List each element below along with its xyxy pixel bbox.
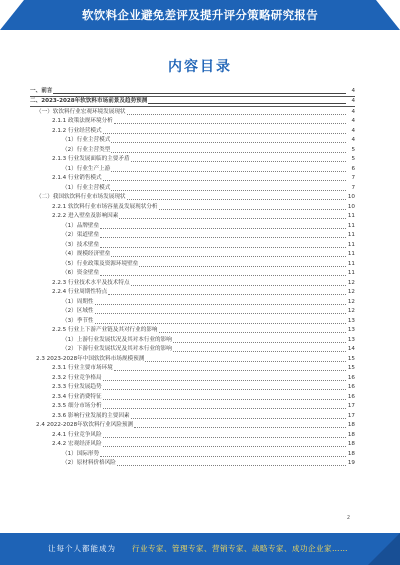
toc-entry-page: 12 [347,279,355,286]
page-number: 2 [346,515,350,521]
toc-leader-dots [100,228,346,229]
toc-entry-title: （3）技术壁垒 [62,241,100,248]
toc-entry-page: 4 [351,108,355,115]
toc-leader-dots [100,247,346,248]
toc-entry-title: 2.4.1 行业竞争风险 [52,431,102,438]
toc-entry-title: （2）区域性 [62,308,94,314]
toc-entry[interactable] [30,212,355,222]
toc-entry-title: （2）下游行业发展状况及其对本行业的影响 [62,346,172,352]
toc-leader-dots [103,399,346,400]
toc-leader-dots [100,237,346,238]
toc-leader-dots [103,380,346,381]
toc-entry-page: 11 [347,232,355,238]
toc-entry-title: （2）渠道壁垒 [62,232,100,238]
toc-leader-dots [111,256,346,257]
toc-entry-page: 12 [347,289,355,295]
toc-entry-title: 2.3.2 行业竞争格局 [52,374,102,381]
toc-entry[interactable] [30,183,355,193]
toc-heading: 内容目录 [168,59,232,75]
toc-entry-page: 11 [347,260,355,267]
toc-entry-page: 14 [347,346,355,352]
toc-entry-page: 16 [347,374,355,381]
toc-entry[interactable] [30,269,355,279]
toc-leader-dots [95,323,346,324]
toc-entry-title: 2.1.3 行业发展面临的主要矛盾 [52,156,130,162]
toc-entry-title: 2.3.3 行业发展趋势 [52,384,102,390]
footer-slogan: 让每个人都能成为 [48,544,116,553]
toc-entry[interactable] [30,345,355,355]
toc-entry[interactable] [30,402,355,412]
toc-entry-page: 16 [347,393,355,400]
toc-entry[interactable] [30,231,355,241]
toc-entry-title: 2.1.1 政策法规环境分析 [52,118,113,124]
toc-entry-title: （1）周期性 [62,298,94,305]
toc-leader-dots [131,161,346,162]
toc-entry-page: 11 [347,270,355,276]
toc-entry[interactable] [30,383,355,393]
toc-entry-title: 2.3.5 细分市场分析 [52,403,102,409]
toc-entry-title: （二）我国软饮料行业市场发展现状 [36,194,126,200]
toc-entry-page: 6 [351,165,355,172]
toc-entry-title: （1）国际形势 [62,450,100,457]
toc-entry[interactable] [30,174,355,184]
toc-leader-dots [145,361,346,362]
toc-leader-dots [134,427,346,428]
toc-entry[interactable] [30,240,355,250]
toc-entry[interactable] [30,449,355,459]
toc-entry-title: （1）行业生产上游 [62,165,111,172]
toc-entry-page: 4 [351,98,355,104]
toc-entry-title: （一）软饮料行业宏观环境发展现状 [36,108,126,115]
toc-entry[interactable] [30,107,355,117]
toc-entry[interactable] [30,221,355,231]
toc-entry-page: 7 [351,184,355,191]
toc-entry-title: 2.3 2023-2028年中国软饮料市场规模预测 [36,355,145,362]
toc-leader-dots [108,294,346,295]
toc-entry-page: 11 [347,241,355,248]
toc-leader-dots [103,180,346,181]
toc-leader-dots [95,313,346,314]
toc-entry-page: 15 [347,365,355,371]
toc-entry-page: 11 [347,222,355,229]
toc-entry-title: （1）行业主营模式 [62,184,111,191]
toc-entry-page: 11 [347,213,355,219]
toc-entry[interactable] [30,392,355,402]
report-title: 软饮料企业避免差评及提升评分策略研究报告 [82,8,318,22]
toc-entry-title: 2.2.3 行业技术水平及技术特点 [52,279,130,286]
toc-entry[interactable] [30,155,355,165]
toc-entry[interactable] [30,421,355,431]
toc-entry-title: 2.4 2022-2028年软饮料行业风险预测 [36,422,134,428]
toc-leader-dots [103,408,346,409]
toc-leader-dots [103,437,346,438]
toc-entry[interactable] [30,97,355,108]
toc-leader-dots [131,418,346,419]
toc-entry[interactable] [30,126,355,136]
toc-entry[interactable] [30,136,355,146]
toc-entry[interactable] [30,202,355,212]
toc-entry[interactable] [30,440,355,450]
toc-leader-dots [131,285,346,286]
toc-entry[interactable] [30,117,355,127]
header-band [0,0,400,30]
toc-leader-dots [127,114,346,115]
toc-leader-dots [173,351,346,352]
toc-entry[interactable] [30,459,355,469]
toc-entry-page: 18 [347,431,355,438]
toc-entry-page: 12 [347,308,355,314]
toc-entry[interactable] [30,86,355,97]
toc-entry[interactable] [30,297,355,307]
toc-entry[interactable] [30,307,355,317]
toc-entry-page: 18 [347,450,355,457]
toc-entry[interactable] [30,326,355,336]
toc-entry-page: 13 [347,336,355,343]
toc-entry-page: 16 [347,384,355,390]
toc-entry-title: 2.2.5 行业上下游产业链及其对行业的影响 [52,327,158,333]
toc-entry-title: 2.1.4 行业销售模式 [52,175,102,181]
toc-leader-dots [127,199,346,200]
toc-entry-page: 17 [347,403,355,409]
toc-entry[interactable] [30,364,355,374]
toc-entry-page: 18 [347,422,355,428]
toc-leader-dots [103,446,346,447]
toc-entry-title: （1）上游行业发展状况及其对本行业的影响 [62,336,172,343]
toc-entry[interactable] [30,288,355,298]
toc-entry-title: （5）行业政策及资源环境壁垒 [62,260,139,267]
toc-entry-title: （1）品牌壁垒 [62,222,100,229]
toc-entry-page: 5 [351,146,355,153]
toc-leader-dots [148,103,346,104]
toc-entry-page: 15 [347,355,355,362]
toc-leader-dots [139,266,346,267]
toc-entry-page: 10 [347,203,355,210]
toc-leader-dots [119,218,346,219]
footer-band [0,533,400,565]
toc-leader-dots [159,209,346,210]
toc-entry[interactable] [30,373,355,383]
toc-entry-title: （2）行业主营类型 [62,146,111,153]
toc-entry-page: 4 [351,118,355,124]
toc-entry-page: 7 [351,175,355,181]
toc-entry-title: 二、2023-2028年软饮料市场前景及趋势预测 [30,98,148,104]
toc-entry-page: 11 [347,251,355,257]
toc-entry-title: （6）资金壁垒 [62,270,100,276]
toc-leader-dots [173,342,346,343]
toc-entry-title: 2.2.2 进入壁垒及影响因素 [52,213,119,219]
toc-entry[interactable] [30,164,355,174]
toc-entry-title: （2）原材料价格风险 [62,460,116,466]
toc-leader-dots [111,152,346,153]
toc-entry-page: 4 [351,127,355,134]
toc-leader-dots [114,123,346,124]
toc-entry-title: 2.2.1 软饮料行业市场容量及发展现状分析 [52,203,158,210]
toc-entry-page: 19 [347,460,355,466]
toc-entry-page: 10 [347,194,355,200]
footer-roles: 行业专家、管理专家、营销专家、战略专家、成功企业家…… [132,544,348,553]
toc-leader-dots [95,304,346,305]
toc-entry[interactable] [30,354,355,364]
toc-entry-title: 2.4.2 宏观经济风险 [52,441,102,447]
toc-leader-dots [117,465,346,466]
toc-entry[interactable] [30,193,355,203]
toc-entry-title: 2.1.2 行业经营模式 [52,127,102,134]
toc-entry-page: 13 [347,327,355,333]
toc-leader-dots [159,332,346,333]
toc-entry[interactable] [30,278,355,288]
toc-leader-dots [111,142,346,143]
toc-entry-title: （4）规模经济壁垒 [62,251,111,257]
toc-entry-page: 12 [347,298,355,305]
toc-entry-title: 2.3.4 行业消费特征 [52,393,102,400]
toc-entry-title: 一、前言 [30,87,53,94]
toc-leader-dots [103,389,346,390]
toc-entry-title: （3）季节性 [62,317,94,324]
toc-leader-dots [111,171,346,172]
toc-entry[interactable] [30,145,355,155]
toc-entry[interactable] [30,335,355,345]
toc-entry-page: 4 [351,137,355,143]
table-of-contents [30,86,355,468]
toc-leader-dots [100,275,346,276]
toc-entry-title: 2.3.1 行业主要市场环境 [52,365,113,371]
toc-leader-dots [111,190,346,191]
toc-entry-page: 18 [347,441,355,447]
toc-leader-dots [100,456,346,457]
toc-entry-title: 2.2.4 行业周期性特点 [52,289,108,295]
toc-entry[interactable] [30,250,355,260]
toc-entry[interactable] [30,411,355,421]
toc-entry[interactable] [30,430,355,440]
toc-leader-dots [114,370,346,371]
toc-entry-page: 5 [351,156,355,162]
toc-entry-page: 13 [347,317,355,324]
toc-entry-page: 4 [351,87,355,94]
toc-entry-page: 17 [347,412,355,419]
toc-entry[interactable] [30,259,355,269]
toc-entry-title: （1）行业主营模式 [62,137,111,143]
toc-entry-title: 2.3.6 影响行业发展的主要因素 [52,412,130,419]
toc-entry[interactable] [30,316,355,326]
toc-leader-dots [103,133,346,134]
toc-leader-dots [53,93,346,94]
